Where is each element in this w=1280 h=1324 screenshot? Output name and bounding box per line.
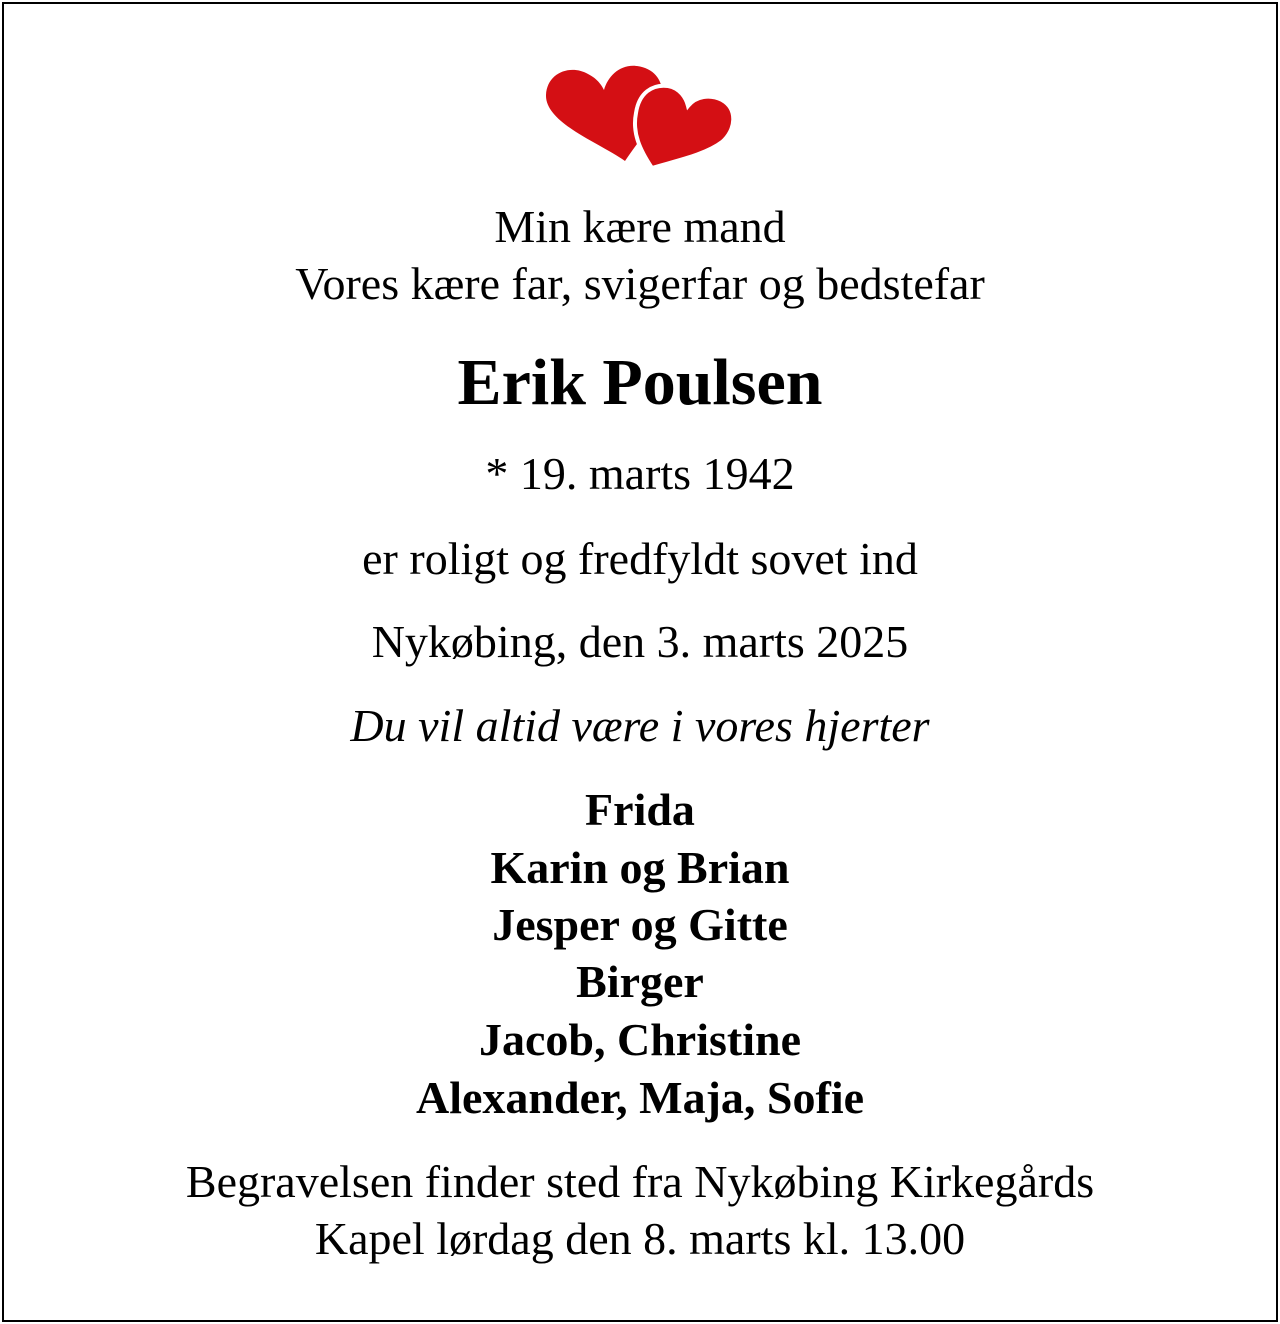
funeral-line-2: Kapel lørdag den 8. marts kl. 13.00 [314,1213,966,1264]
family-member: Karin og Brian [490,842,790,893]
funeral-line-1: Begravelsen finder sted fra Nykøbing Kirkegårds [185,1156,1095,1207]
place-date: Nykøbing, den 3. marts 2025 [371,616,909,667]
deceased-name: Erik Poulsen [457,346,823,419]
family-member: Birger [576,956,704,1007]
intro-line-1: Min kære mand [494,201,786,252]
family-member: Jacob, Christine [479,1014,801,1065]
intro-line-2: Vores kære far, svigerfar og bedstefar [295,258,985,309]
birth-date: * 19. marts 1942 [485,448,795,499]
quote: Du vil altid være i vores hjerter [350,700,930,751]
passing-text: er roligt og fredfyldt sovet ind [362,533,918,584]
family-member: Jesper og Gitte [492,899,788,950]
family-member: Alexander, Maja, Sofie [415,1072,865,1123]
two-hearts-icon [540,58,740,173]
family-member: Frida [585,784,695,835]
